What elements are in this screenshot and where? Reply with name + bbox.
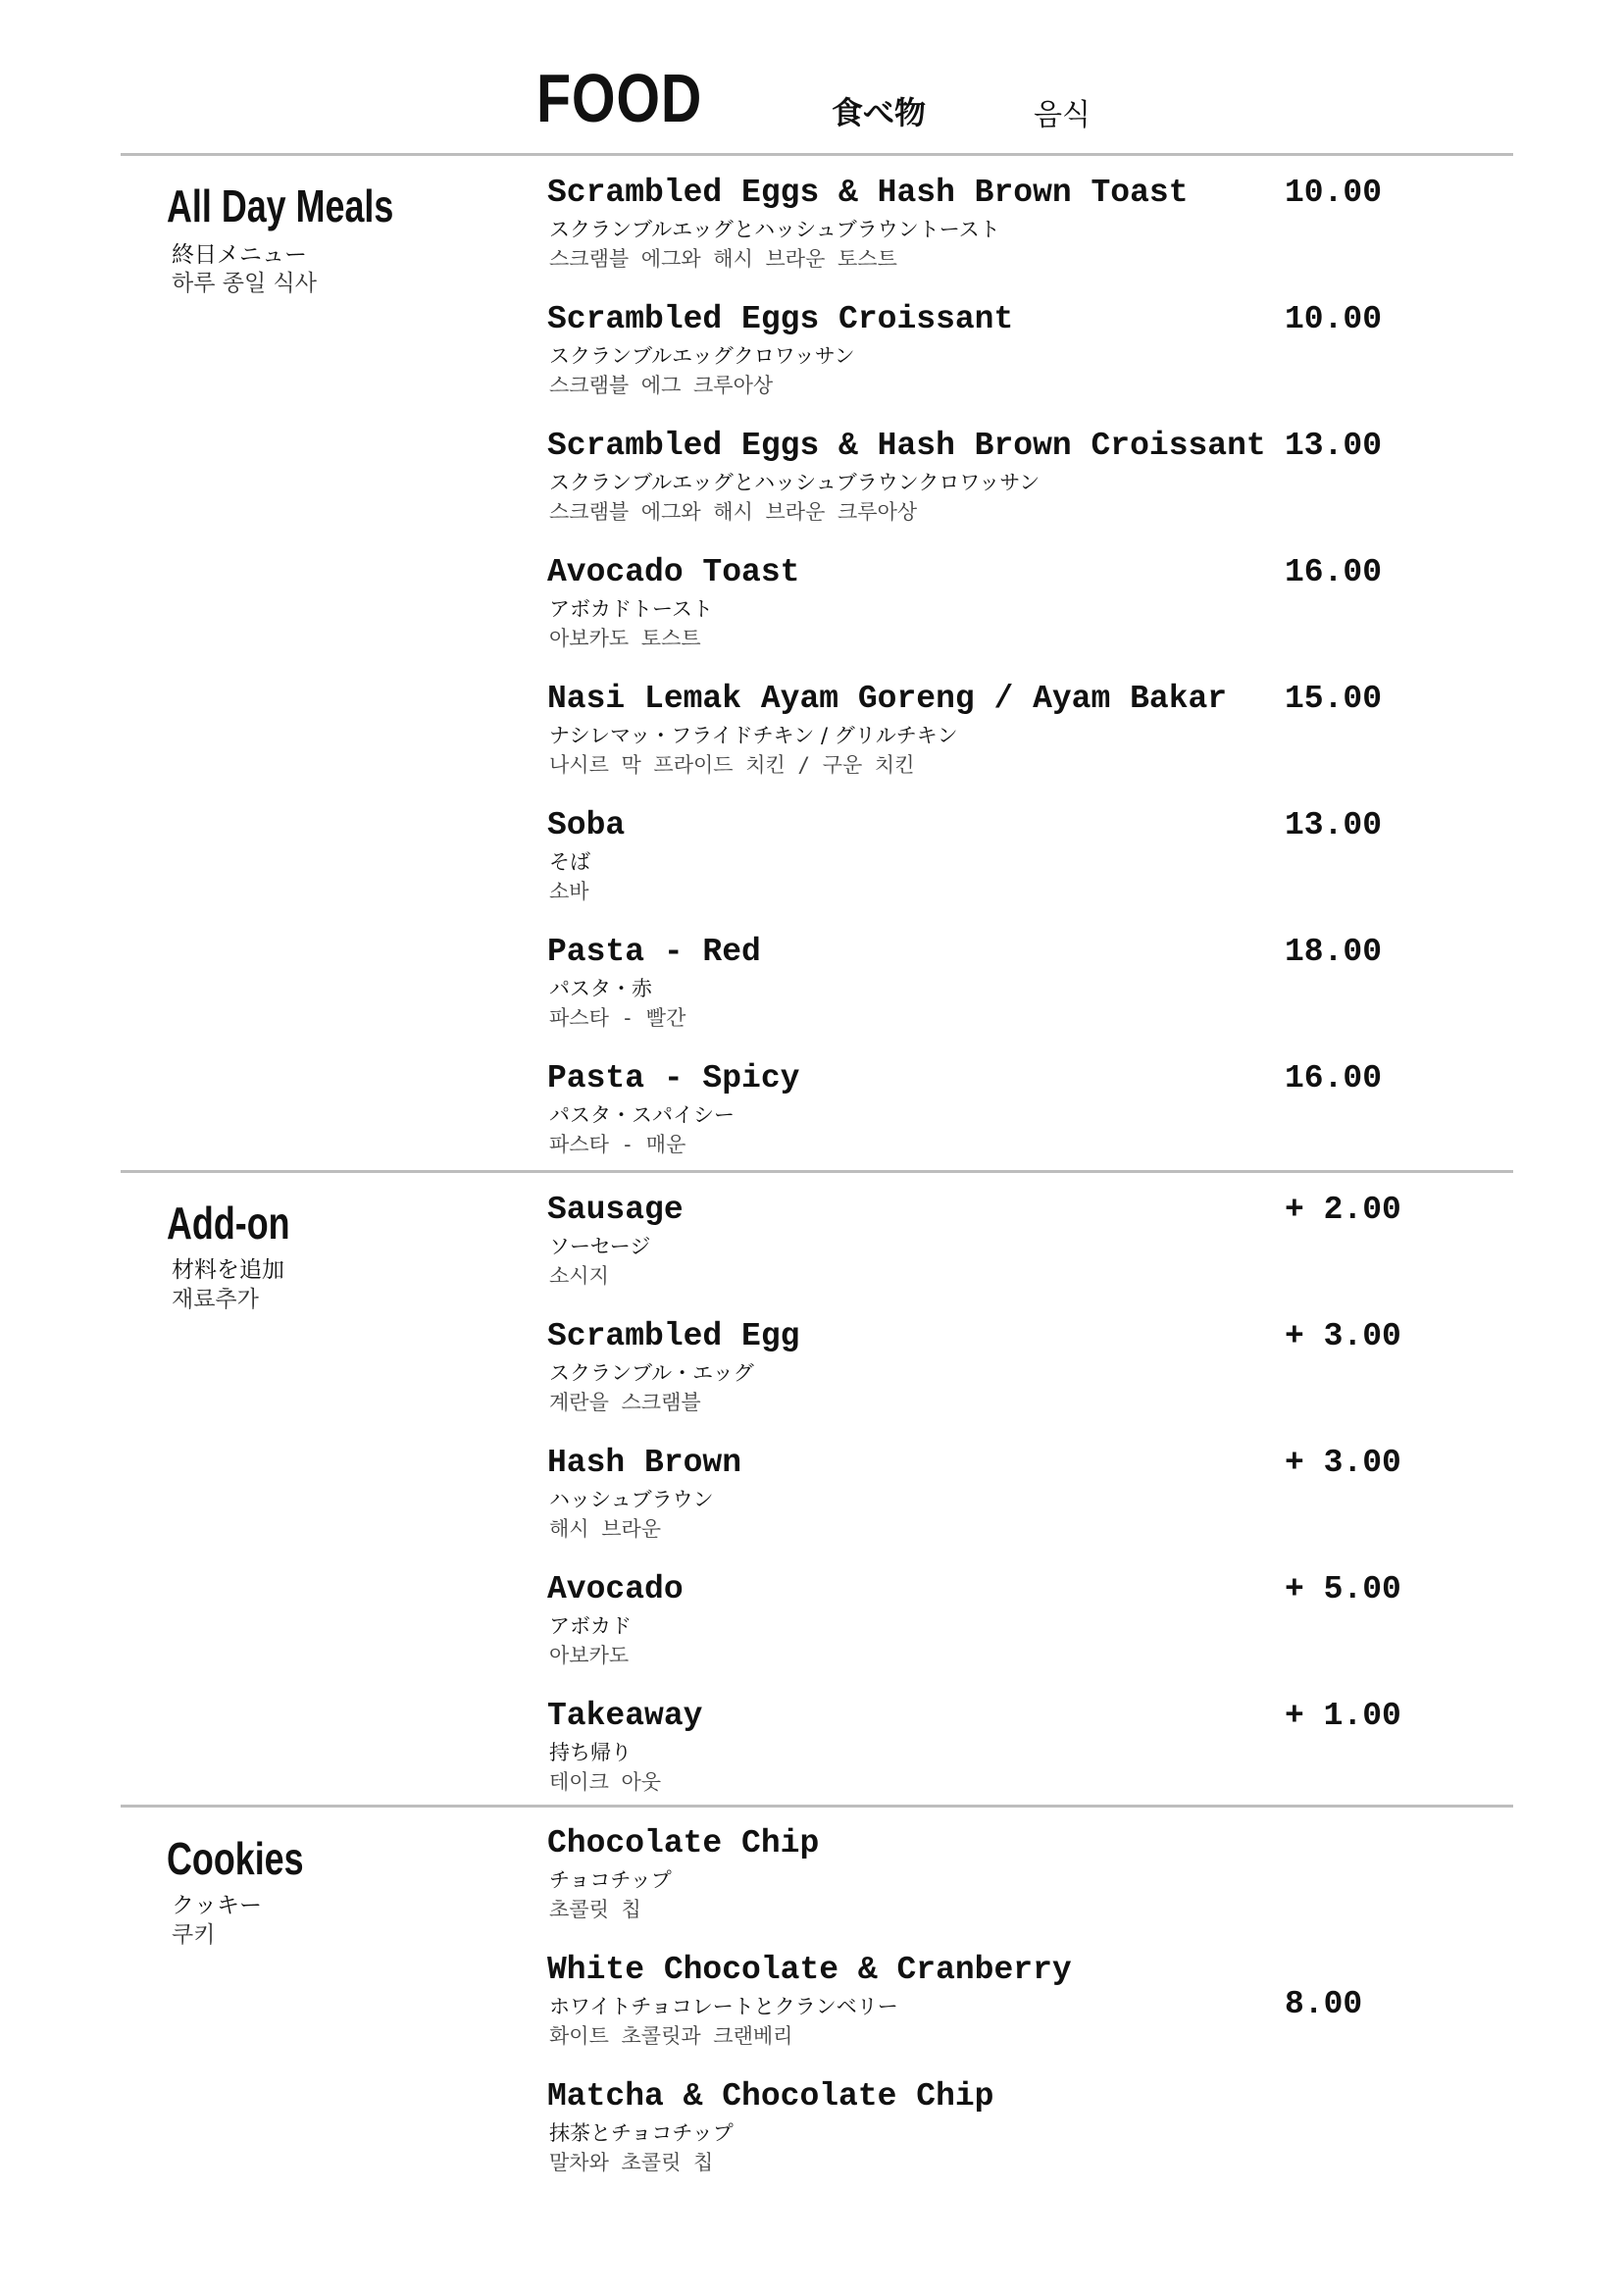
item-name-en: Sausage [547, 1192, 684, 1228]
item-name-ko: 초콜릿 칩 [549, 1898, 641, 1921]
item-name-en: Chocolate Chip [547, 1825, 820, 1861]
divider [121, 1170, 1513, 1173]
item-name-ja: ナシレマッ・フライドチキン / グリルチキン [549, 724, 958, 747]
item-name-en: Pasta - Red [547, 934, 761, 970]
item-price: + 5.00 [1285, 1571, 1401, 1607]
item-name-ja: ホワイトチョコレートとクランベリー [549, 1995, 898, 2018]
menu-item [547, 1825, 1528, 1943]
item-name-ja: 持ち帰り [549, 1741, 632, 1764]
item-name-ko: 해시 브라운 [549, 1517, 662, 1541]
item-name-ko: 계란을 스크램블 [549, 1391, 701, 1414]
item-name-en: Scrambled Eggs & Hash Brown Croissant [547, 428, 1266, 464]
item-name-ja: スクランブルエッグとハッシュブラウンクロワッサン [549, 471, 1040, 494]
item-price: 10.00 [1285, 175, 1383, 211]
item-name-ja: ハッシュブラウン [549, 1488, 714, 1511]
item-price: 15.00 [1285, 681, 1383, 717]
divider [121, 1805, 1513, 1808]
item-name-ja: 抹茶とチョコチップ [549, 2121, 734, 2145]
item-price: 16.00 [1285, 554, 1383, 590]
item-name-ko: 스크램블 에그 크루아상 [549, 374, 774, 397]
menu-item [547, 2078, 1528, 2196]
item-name-ko: 소시지 [549, 1264, 609, 1288]
item-name-ja: スクランブル・エッグ [549, 1361, 754, 1385]
header-title-en: FOOD [536, 60, 703, 136]
item-name-ko: 말차와 초콜릿 칩 [549, 2151, 714, 2174]
item-name-ja: チョコチップ [549, 1868, 672, 1892]
item-price: + 3.00 [1285, 1318, 1401, 1354]
item-price: 13.00 [1285, 807, 1383, 843]
divider [121, 153, 1513, 156]
item-price: + 1.00 [1285, 1698, 1401, 1734]
item-name-en: Avocado Toast [547, 554, 800, 590]
item-name-ja: スクランブルエッグクロワッサン [549, 344, 855, 368]
item-name-en: Scrambled Eggs Croissant [547, 301, 1014, 337]
section-title-all-day: All Day Meals [167, 180, 394, 231]
menu-item [547, 1952, 1528, 2069]
header-title-ja: 食べ物 [832, 94, 927, 131]
item-name-ja: スクランブルエッグとハッシュブラウントースト [549, 218, 1000, 241]
item-name-en: Hash Brown [547, 1445, 742, 1481]
section-subtitle-ko: 쿠키 [172, 1922, 216, 1948]
item-name-ko: 아보카도 [549, 1644, 630, 1667]
item-name-ja: パスタ・スパイシー [549, 1103, 735, 1127]
item-name-en: Scrambled Eggs & Hash Brown Toast [547, 175, 1189, 211]
item-name-ko: 화이트 초콜릿과 크랜베리 [549, 2024, 793, 2048]
item-name-en: Nasi Lemak Ayam Goreng / Ayam Bakar [547, 681, 1228, 717]
item-name-ko: 테이크 아웃 [549, 1770, 662, 1794]
section-subtitle-ko: 하루 종일 식사 [172, 271, 317, 296]
item-name-ja: そば [549, 850, 590, 874]
menu-header [0, 51, 1624, 139]
item-price: 18.00 [1285, 934, 1383, 970]
item-name-en: Scrambled Egg [547, 1318, 800, 1354]
item-price: 13.00 [1285, 428, 1383, 464]
section-subtitle-ja: 材料を追加 [172, 1257, 284, 1283]
item-price: 16.00 [1285, 1060, 1383, 1096]
section-subtitle-ja: クッキー [172, 1893, 262, 1918]
item-price: + 3.00 [1285, 1445, 1401, 1481]
header-title-ko: 음식 [1034, 98, 1091, 132]
item-name-en: Takeaway [547, 1698, 703, 1734]
item-name-en: White Chocolate & Cranberry [547, 1952, 1072, 1988]
section-subtitle-ja: 終日メニュー [172, 242, 307, 268]
section-title-cookies: Cookies [167, 1833, 304, 1884]
item-price: 10.00 [1285, 301, 1383, 337]
item-name-ko: 아보카도 토스트 [549, 627, 701, 650]
item-name-ja: アボカド [549, 1614, 632, 1638]
item-price: + 2.00 [1285, 1192, 1401, 1228]
item-name-ja: アボカドトースト [549, 597, 713, 621]
item-name-ko: 파스타 - 빨간 [549, 1006, 686, 1030]
item-name-ko: 스크램블 에그와 해시 브라운 토스트 [549, 247, 897, 271]
item-name-ko: 나시르 막 프라이드 치킨 / 구운 치킨 [549, 753, 915, 777]
item-name-en: Avocado [547, 1571, 684, 1607]
item-name-en: Soba [547, 807, 626, 843]
section-subtitle-ko: 재료추가 [172, 1287, 259, 1312]
item-name-ja: パスタ・赤 [549, 977, 652, 1000]
item-name-ko: 스크램블 에그와 해시 브라운 크루아상 [549, 500, 918, 524]
item-name-ko: 파스타 - 매운 [549, 1133, 686, 1156]
item-name-en: Matcha & Chocolate Chip [547, 2078, 994, 2115]
cookies-price: 8.00 [1285, 1986, 1363, 2022]
item-name-ko: 소바 [549, 880, 589, 903]
item-name-ja: ソーセージ [549, 1235, 651, 1258]
section-title-addon: Add-on [167, 1198, 290, 1249]
item-name-en: Pasta - Spicy [547, 1060, 800, 1096]
